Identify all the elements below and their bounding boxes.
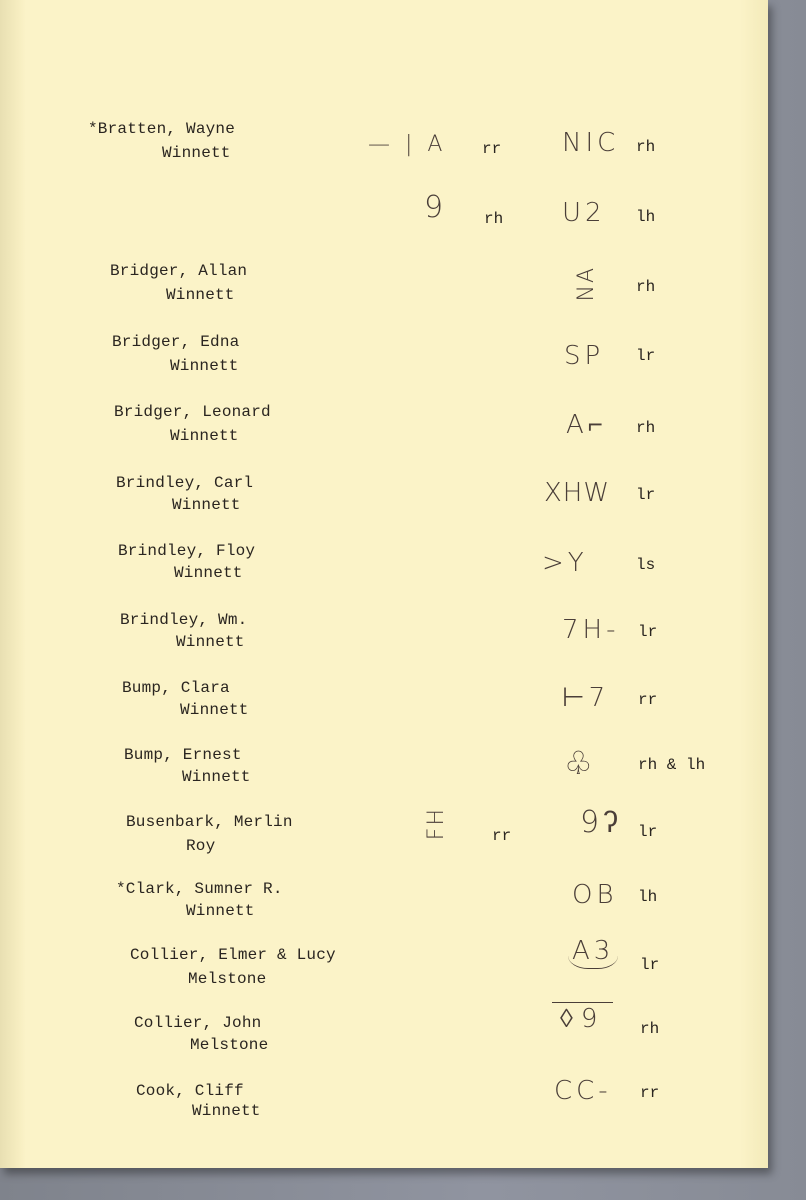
brand-mark-2: ◊9	[552, 1002, 613, 1034]
brand-entry	[0, 331, 768, 399]
owner-name: Bump, Clara	[122, 679, 230, 697]
brand-entry	[0, 401, 768, 469]
brand-entry	[0, 118, 768, 186]
owner-name: Bridger, Leonard	[114, 403, 271, 421]
owner-name: Cook, Cliff	[136, 1082, 244, 1100]
brand-entry	[0, 805, 768, 879]
brand-entry	[0, 540, 768, 608]
brand-entry	[0, 260, 768, 328]
brand-position-2: lr	[640, 956, 660, 974]
owner-name: Brindley, Floy	[118, 542, 256, 560]
brand-entry	[0, 609, 768, 677]
brand-position-2: lr	[636, 347, 656, 365]
owner-name: Bump, Ernest	[124, 746, 242, 764]
owner-name: Collier, John	[134, 1014, 262, 1032]
brand-position-2: rh & lh	[638, 756, 706, 774]
brand-position-2: rr	[638, 691, 658, 709]
brand-entry	[0, 1076, 768, 1148]
owner-town: Winnett	[166, 286, 235, 304]
brand-mark-2: ♧	[564, 744, 597, 782]
owner-name: *Clark, Sumner R.	[116, 880, 283, 898]
brand-mark-2: A⌐	[566, 410, 607, 440]
brand-mark-2: 9ʔ	[580, 805, 623, 840]
brand-position-2: lh	[638, 888, 658, 906]
owner-town: Winnett	[170, 427, 239, 445]
owner-name: Bridger, Edna	[112, 333, 240, 351]
owner-town: Winnett	[172, 496, 241, 514]
brand-position-1: rr	[482, 140, 502, 158]
brand-position-2: rh	[636, 138, 656, 156]
brand-mark-2: NIC	[562, 128, 620, 158]
owner-name: *Bratten, Wayne	[88, 120, 236, 138]
brand-mark-2: OB	[572, 880, 618, 910]
owner-town: Roy	[186, 837, 216, 855]
brand-mark-2: ⊢7	[562, 683, 610, 713]
brand-entry	[0, 186, 768, 254]
brand-position-1: rh	[484, 210, 504, 228]
brand-mark-2: NA	[574, 266, 599, 302]
brand-position-2: lr	[638, 823, 658, 841]
brand-mark-1: FH	[424, 807, 449, 841]
owner-name: Collier, Elmer & Lucy	[130, 946, 336, 964]
brand-position-2: rh	[640, 1020, 660, 1038]
brand-entry	[0, 744, 768, 812]
brand-entry	[0, 1004, 768, 1080]
brand-mark-2: U2	[562, 198, 606, 228]
brand-position-2: lr	[636, 486, 656, 504]
brand-position-2: ls	[636, 556, 656, 574]
owner-town: Winnett	[176, 633, 245, 651]
owner-town: Melstone	[188, 970, 267, 988]
brand-mark-1: 9	[424, 190, 448, 225]
brand-position-2: lh	[636, 208, 656, 226]
owner-town: Winnett	[192, 1102, 261, 1120]
brand-position-2: rr	[640, 1084, 660, 1102]
brand-mark-2: 7H-	[562, 615, 620, 645]
owner-name: Busenbark, Merlin	[126, 813, 293, 831]
brand-entry	[0, 677, 768, 745]
brand-mark-2: A3	[568, 936, 618, 969]
owner-name: Brindley, Carl	[116, 474, 254, 492]
brand-position-1: rr	[492, 827, 512, 845]
owner-town: Winnett	[180, 701, 249, 719]
brand-position-2: rh	[636, 278, 656, 296]
owner-town: Winnett	[174, 564, 243, 582]
brand-mark-2: CC-	[554, 1076, 612, 1106]
owner-town: Melstone	[190, 1036, 269, 1054]
owner-town: Winnett	[186, 902, 255, 920]
owner-name: Brindley, Wm.	[120, 611, 248, 629]
brand-mark-2: SP	[564, 341, 605, 371]
brand-position-2: lr	[638, 623, 658, 641]
owner-name: Bridger, Allan	[110, 262, 248, 280]
brand-entry	[0, 472, 768, 540]
owner-town: Winnett	[170, 357, 239, 375]
brand-mark-2: >Y	[542, 548, 588, 578]
brand-entry	[0, 878, 768, 946]
brand-mark-2: XHW	[544, 478, 611, 508]
owner-town: Winnett	[182, 768, 251, 786]
brand-position-2: rh	[636, 419, 656, 437]
brand-entry	[0, 936, 768, 1012]
owner-town: Winnett	[162, 144, 231, 162]
brand-mark-1: — | A	[368, 132, 447, 157]
